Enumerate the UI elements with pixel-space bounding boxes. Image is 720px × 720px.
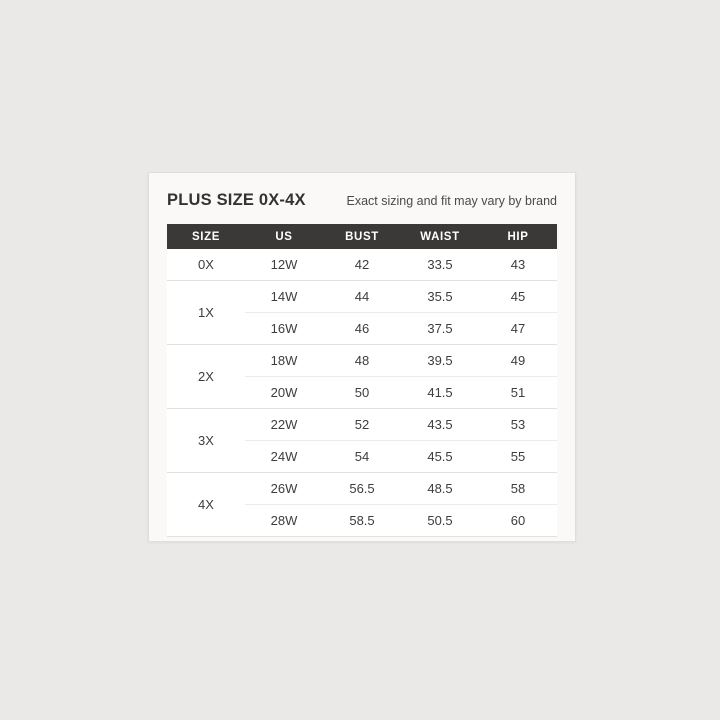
cell-waist: 41.5	[427, 385, 453, 400]
chart-title: PLUS SIZE 0X-4X	[167, 191, 306, 209]
size-group-rows	[245, 249, 557, 280]
table-row	[245, 345, 557, 376]
size-group-rows	[245, 409, 557, 472]
cell-waist: 37.5	[427, 321, 453, 336]
table-row	[245, 376, 557, 408]
cell-bust: 48	[354, 353, 370, 368]
table-row	[245, 504, 557, 536]
col-header-size: SIZE	[192, 230, 220, 243]
table-row	[245, 312, 557, 344]
size-chart-card	[148, 172, 576, 542]
cell-hip: 55	[510, 449, 526, 464]
table-row	[245, 473, 557, 504]
size-group-0x	[167, 249, 557, 281]
cell-bust: 58.5	[349, 513, 375, 528]
cell-hip: 45	[510, 289, 526, 304]
cell-hip: 49	[510, 353, 526, 368]
size-group-2x	[167, 345, 557, 409]
cell-us: 14W	[270, 289, 298, 304]
cell-us: 12W	[270, 257, 298, 272]
size-label: 0X	[198, 257, 214, 272]
cell-bust: 54	[354, 449, 370, 464]
cell-hip: 51	[510, 385, 526, 400]
size-label: 3X	[198, 433, 214, 448]
cell-hip: 60	[510, 513, 526, 528]
size-group-4x	[167, 473, 557, 536]
col-header-hip: HIP	[507, 230, 529, 243]
cell-us: 16W	[270, 321, 298, 336]
cell-bust: 42	[354, 257, 370, 272]
table-header-row	[167, 224, 557, 249]
cell-bust: 52	[354, 417, 370, 432]
cell-us: 26W	[270, 481, 298, 496]
size-group-rows	[245, 473, 557, 536]
cell-bust: 44	[354, 289, 370, 304]
cell-hip: 53	[510, 417, 526, 432]
cell-us: 24W	[270, 449, 298, 464]
table-row	[245, 409, 557, 440]
col-header-waist: WAIST	[420, 230, 460, 243]
size-label: 2X	[198, 369, 214, 384]
cell-hip: 58	[510, 481, 526, 496]
cell-waist: 43.5	[427, 417, 453, 432]
cell-hip: 47	[510, 321, 526, 336]
size-table	[167, 224, 557, 537]
col-header-us: US	[275, 230, 293, 243]
table-row	[245, 249, 557, 280]
size-label: 4X	[198, 497, 214, 512]
table-row	[245, 440, 557, 472]
cell-us: 22W	[270, 417, 298, 432]
cell-us: 18W	[270, 353, 298, 368]
cell-waist: 50.5	[427, 513, 453, 528]
cell-us: 20W	[270, 385, 298, 400]
table-body	[167, 249, 557, 537]
cell-waist: 48.5	[427, 481, 453, 496]
cell-bust: 46	[354, 321, 370, 336]
cell-waist: 39.5	[427, 353, 453, 368]
size-group-rows	[245, 281, 557, 344]
size-group-1x	[167, 281, 557, 345]
cell-us: 28W	[270, 513, 298, 528]
chart-subtitle: Exact sizing and fit may vary by brand	[346, 194, 557, 208]
size-label: 1X	[198, 305, 214, 320]
card-header	[167, 173, 557, 224]
table-row	[245, 281, 557, 312]
cell-waist: 45.5	[427, 449, 453, 464]
cell-bust: 50	[354, 385, 370, 400]
size-group-rows	[245, 345, 557, 408]
col-header-bust: BUST	[345, 230, 379, 243]
cell-waist: 35.5	[427, 289, 453, 304]
size-group-3x	[167, 409, 557, 473]
cell-hip: 43	[510, 257, 526, 272]
cell-waist: 33.5	[427, 257, 453, 272]
cell-bust: 56.5	[349, 481, 375, 496]
